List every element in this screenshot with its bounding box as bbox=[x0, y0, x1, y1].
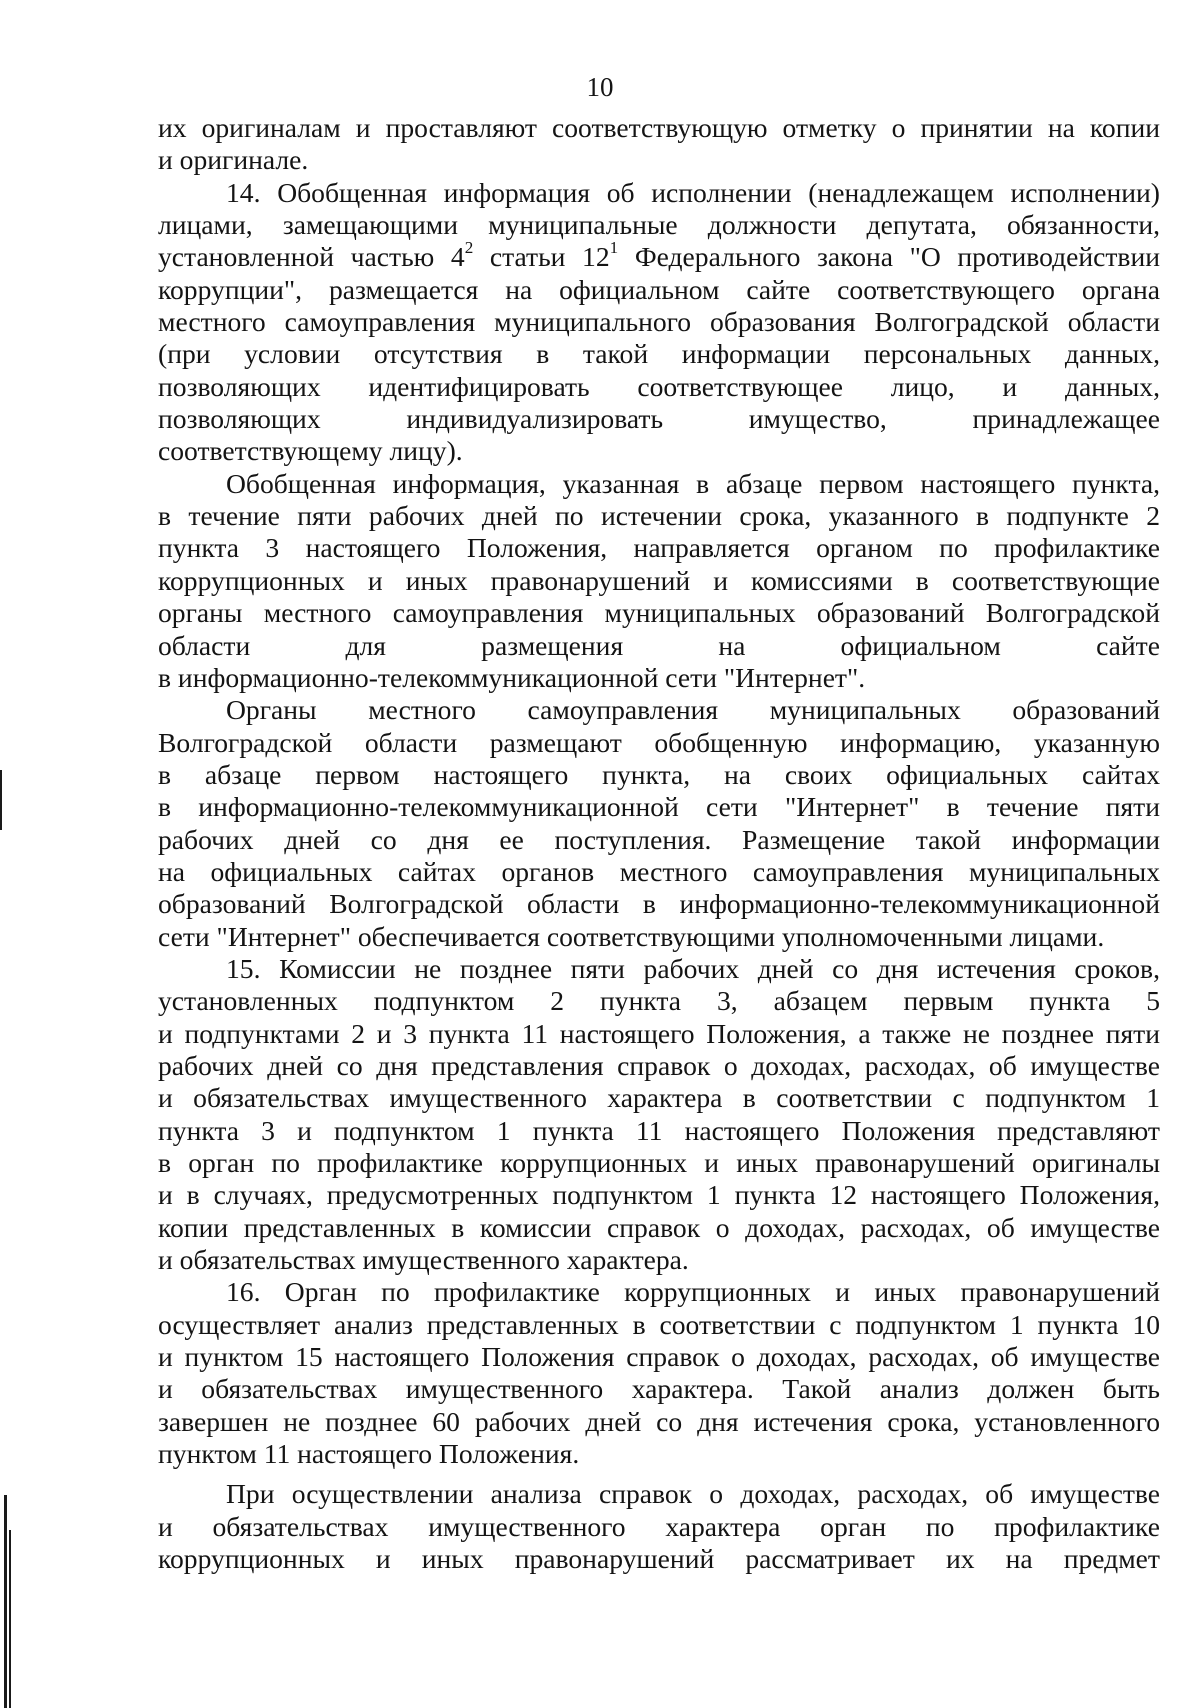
text-line: и пунктом 15 настоящего Положения справок о доходах, расходах, об имуществе bbox=[158, 1341, 1160, 1373]
document-body bbox=[158, 112, 1160, 1575]
text-line: осуществляет анализ представленных в соответствии с подпунктом 1 пункта 10 bbox=[158, 1308, 1160, 1340]
text-line: рабочих дней со дня представления справок о доходах, расходах, об имуществе bbox=[158, 1049, 1160, 1081]
text-line: лицами, замещающими муниципальные должности депутата, обязанности, bbox=[158, 209, 1160, 241]
text-line: и обязательствах имущественного характера. bbox=[158, 1244, 689, 1276]
scan-edge-mark bbox=[4, 1495, 7, 1708]
paragraph-first-line: Органы местного самоуправления муниципальных образований bbox=[226, 694, 1160, 726]
scan-edge-mark bbox=[0, 770, 2, 830]
text-line: области для размещения на официальном сайте bbox=[158, 629, 1160, 661]
paragraph-spacing bbox=[158, 1470, 1160, 1478]
text-line: в абзаце первом настоящего пункта, на своих официальных сайтах bbox=[158, 758, 1160, 790]
text-line: пункта 3 и подпунктом 1 пункта 11 настоящего Положения представляют bbox=[158, 1114, 1160, 1146]
text-line: копии представленных в комиссии справок о доходах, расходах, об имуществе bbox=[158, 1211, 1160, 1243]
text-line: на официальных сайтах органов местного самоуправления муниципальных bbox=[158, 855, 1160, 887]
text-line: и в случаях, предусмотренных подпунктом 1 пункта 12 настоящего Положения, bbox=[158, 1179, 1160, 1211]
text-line: пункта 3 настоящего Положения, направляется органом по профилактике bbox=[158, 532, 1160, 564]
text-line: позволяющих индивидуализировать имущество, принадлежащее bbox=[158, 403, 1160, 435]
text-line: и обязательствах имущественного характера. Такой анализ должен быть bbox=[158, 1373, 1160, 1405]
text-line: рабочих дней со дня ее поступления. Размещение такой информации bbox=[158, 823, 1160, 855]
text-line: пунктом 11 настоящего Положения. bbox=[158, 1438, 580, 1470]
text-line: местного самоуправления муниципального образования Волгоградской области bbox=[158, 306, 1160, 338]
superscript: 1 bbox=[609, 238, 619, 258]
paragraph-first-line: Обобщенная информация, указанная в абзаце первом настоящего пункта, bbox=[226, 467, 1160, 499]
text-line: коррупционных и иных правонарушений и комиссиями в соответствующие bbox=[158, 564, 1160, 596]
text-line: (при условии отсутствия в такой информации персональных данных, bbox=[158, 338, 1160, 370]
text-line: соответствующему лицу). bbox=[158, 435, 463, 467]
text-line-with-superscripts: установленной частью $4^2$ статьи $12^1$ Федерального закона "О противодействии bbox=[158, 238, 1160, 273]
text-line: Волгоградской области размещают обобщенную информацию, указанную bbox=[158, 726, 1160, 758]
paragraph-14-first-line: 14. Обобщенная информация об исполнении (ненадлежащем исполнении) bbox=[226, 176, 1160, 208]
text-line: в орган по профилактике коррупционных и иных правонарушений оригиналы bbox=[158, 1147, 1160, 1178]
text-line: в информационно-телекоммуникационной сети "Интернет" в течение пяти bbox=[158, 791, 1160, 823]
text-line: образований Волгоградской области в информационно-телекоммуникационной bbox=[158, 888, 1160, 920]
text-line: коррупции", размещается на официальном сайте соответствующего органа bbox=[158, 273, 1160, 305]
text-line: их оригиналам и проставляют соответствующую отметку о принятии на копии bbox=[158, 112, 1160, 143]
scan-edge-mark bbox=[9, 1530, 11, 1708]
superscript: 2 bbox=[464, 238, 474, 258]
text-line: и подпунктами 2 и 3 пункта 11 настоящего Положения, а также не позднее пяти bbox=[158, 1017, 1160, 1049]
text-line: в информационно-телекоммуникационной сети "Интернет". bbox=[158, 661, 866, 693]
text-line: и обязательствах имущественного характера в соответствии с подпунктом 1 bbox=[158, 1082, 1160, 1114]
text-line: коррупционных и иных правонарушений рассматривает их на предмет bbox=[158, 1543, 1160, 1575]
paragraph-first-line: При осуществлении анализа справок о доходах, расходах, об имуществе bbox=[226, 1478, 1160, 1510]
text-line: сети "Интернет" обеспечивается соответствующими уполномоченными лицами. bbox=[158, 920, 1105, 952]
page-number: 10 bbox=[586, 72, 614, 102]
text-line: и обязательствах имущественного характера орган по профилактике bbox=[158, 1510, 1160, 1542]
text-line: позволяющих идентифицировать соответствующее лицо, и данных, bbox=[158, 370, 1160, 402]
text-line: установленных подпунктом 2 пункта 3, абзацем первым пункта 5 bbox=[158, 985, 1160, 1017]
paragraph-15-first-line: 15. Комиссии не позднее пяти рабочих дней со дня истечения сроков, bbox=[226, 952, 1160, 984]
paragraph-16-first-line: 16. Орган по профилактике коррупционных и иных правонарушений bbox=[226, 1276, 1160, 1308]
text-line: органы местного самоуправления муниципальных образований Волгоградской bbox=[158, 597, 1160, 629]
text-line: завершен не позднее 60 рабочих дней со дня истечения срока, установленного bbox=[158, 1405, 1160, 1437]
text-line: и оригинале. bbox=[158, 144, 309, 176]
text-line: в течение пяти рабочих дней по истечении срока, указанного в подпункте 2 bbox=[158, 500, 1160, 532]
